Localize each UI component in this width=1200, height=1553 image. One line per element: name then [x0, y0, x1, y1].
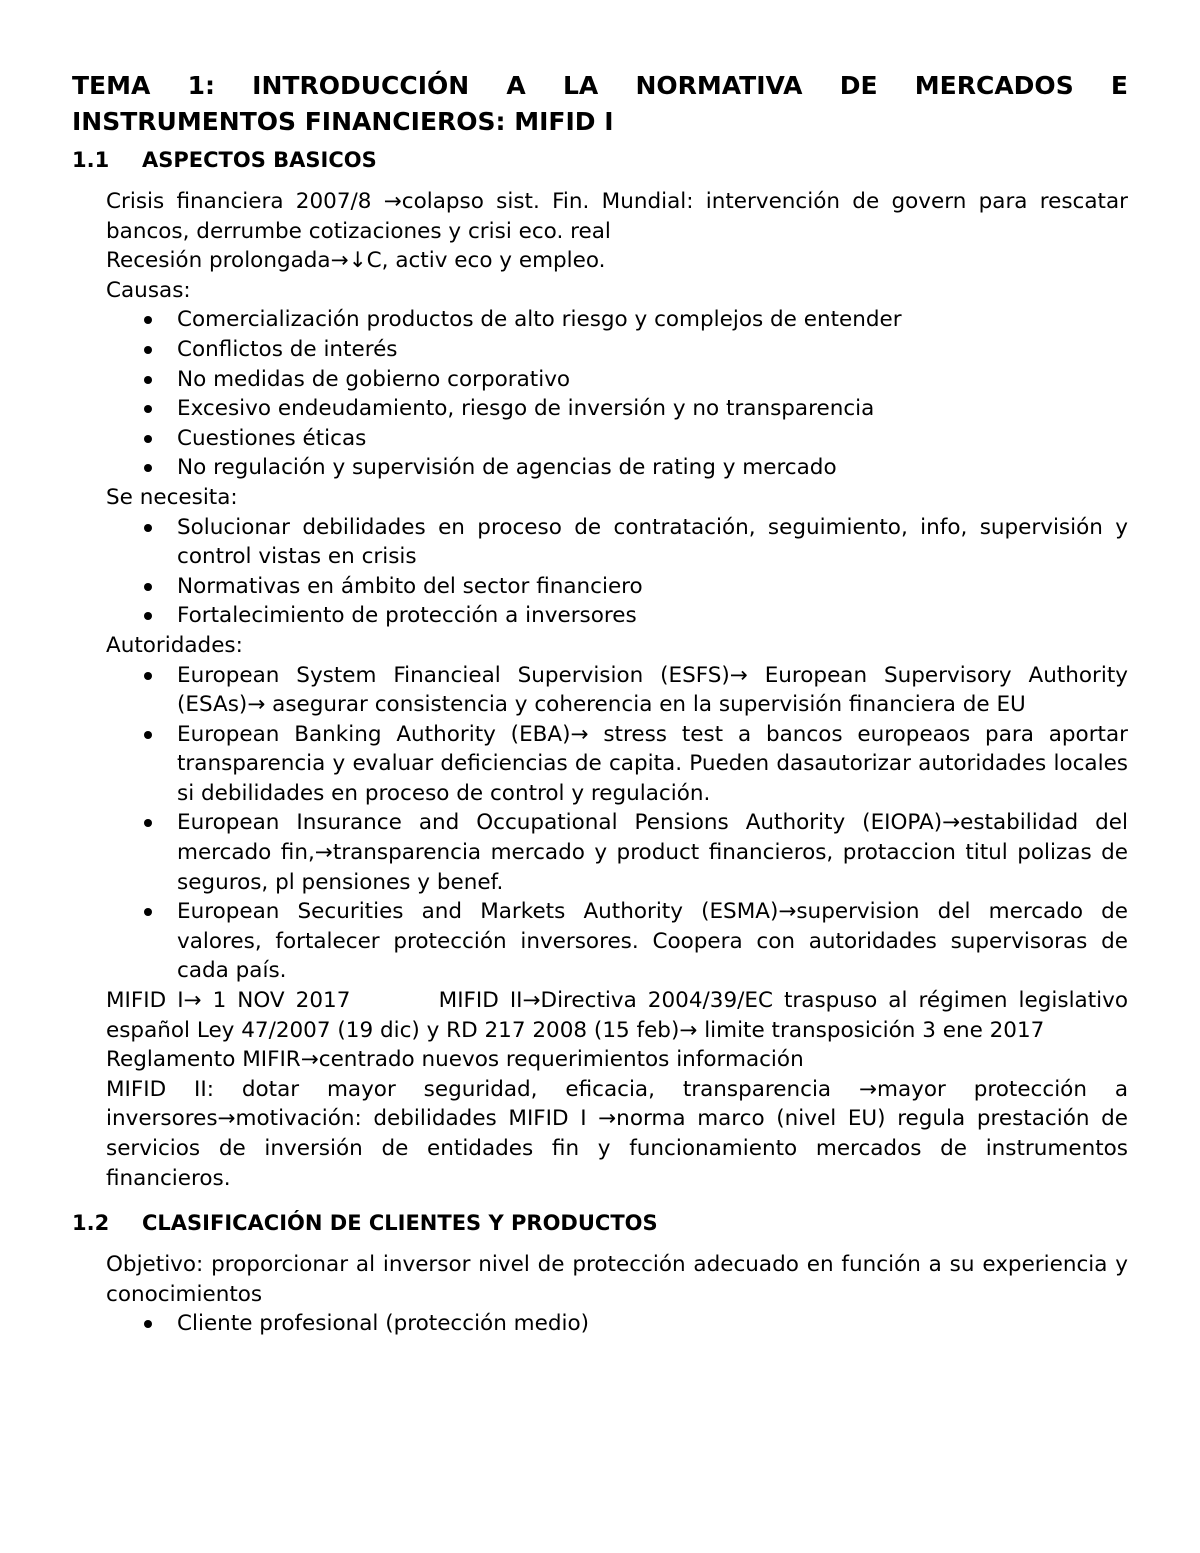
paragraph-crisis: Crisis financiera 2007/8 →colapso sist. Fin. Mundial: intervención de govern para rescatar bancos, derrumbe cotizaciones y crisi eco. real — [106, 189, 1128, 244]
list-item: Conflictos de interés — [177, 335, 1128, 365]
list-item: No regulación y supervisión de agencias de rating y mercado — [177, 453, 1128, 483]
section-heading-1-1 — [72, 145, 1128, 175]
list-item: Solucionar debilidades en proceso de contratación, seguimiento, info, supervisión y control vistas en crisis — [177, 513, 1128, 572]
list-item: Comercialización productos de alto riesgo y complejos de entender — [177, 305, 1128, 335]
list-item: European Banking Authority (EBA)→ stress test a bancos europeaos para aportar transparencia y evaluar deficiencias de capita. Pueden dasautorizar autoridades locales si debilidades en proceso de control y regulación. — [177, 720, 1128, 809]
section-1-2-body — [72, 1250, 1128, 1339]
section-1-1-body — [72, 187, 1135, 1193]
section-number: 1.2 — [72, 1211, 110, 1236]
necesita-label: Se necesita: — [106, 484, 238, 510]
causas-label: Causas: — [106, 277, 191, 303]
paragraph-recesion: Recesión prolongada→↓C, activ eco y empleo. — [106, 248, 606, 274]
paragraph-mifid2: MIFID II: dotar mayor seguridad, eficacia, transparencia →mayor protección a inversores→motivación: debilidades MIFID I →norma marco (nivel EU) regula prestación de servicios de inversión de entidades fin y funcionamiento mercados de instrumentos financieros. — [106, 1076, 1128, 1191]
autoridades-label: Autoridades: — [106, 632, 243, 658]
document-title: TEMA 1: INTRODUCCIÓN A LA NORMATIVA DE MERCADOS E INSTRUMENTOS FINANCIEROS: MIFID I — [72, 71, 1128, 136]
causas-list — [106, 305, 1128, 483]
list-item: Fortalecimiento de protección a inversores — [177, 601, 1128, 631]
list-item: Normativas en ámbito del sector financiero — [177, 572, 1128, 602]
section-title: ASPECTOS BASICOS — [142, 148, 377, 172]
paragraph-mifid: MIFID I→ 1 NOV 2017 MIFID II→Directiva 2004/39/EC traspuso al régimen legislativo español Ley 47/2007 (19 dic) y RD 217 2008 (15 feb)→ limite transposición 3 ene 2017 — [106, 988, 1135, 1043]
list-item: European Insurance and Occupational Pensions Authority (EIOPA)→estabilidad del mercado fin,→transparencia mercado y product financieros, protaccion titul polizas de seguros, pl pensiones y benef. — [177, 808, 1128, 897]
section-title: CLASIFICACIÓN DE CLIENTES Y PRODUCTOS — [142, 1211, 658, 1236]
section-heading-1-2 — [72, 1208, 1128, 1238]
list-item: Excesivo endeudamiento, riesgo de inversión y no transparencia — [177, 394, 1128, 424]
autoridades-list — [106, 661, 1128, 987]
list-item: Cliente profesional (protección medio) — [177, 1309, 1128, 1339]
section-number: 1.1 — [72, 148, 110, 172]
paragraph-objetivo: Objetivo: proporcionar al inversor nivel de protección adecuado en función a su experiencia y conocimientos — [106, 1252, 1128, 1307]
list-item: European Securities and Markets Authority (ESMA)→supervision del mercado de valores, fortalecer protección inversores. Coopera con autoridades supervisoras de cada país. — [177, 897, 1128, 986]
paragraph-mifir: Reglamento MIFIR→centrado nuevos requerimientos información — [106, 1047, 804, 1073]
clientes-list — [106, 1309, 1128, 1339]
list-item: No medidas de gobierno corporativo — [177, 365, 1128, 395]
list-item: Cuestiones éticas — [177, 424, 1128, 454]
list-item: European System Financieal Supervision (ESFS)→ European Supervisory Authority (ESAs)→ asegurar consistencia y coherencia en la supervisión financiera de EU — [177, 661, 1128, 720]
necesita-list — [106, 513, 1128, 631]
